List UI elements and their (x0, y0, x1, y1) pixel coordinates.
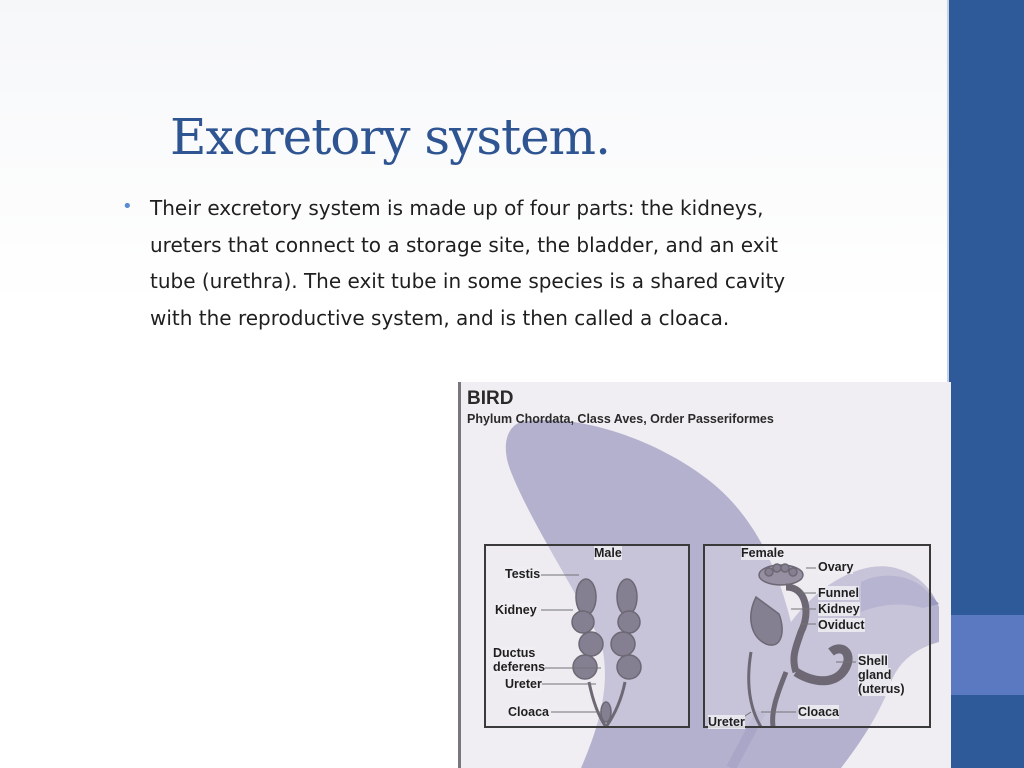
label-cloaca-male: Cloaca (508, 705, 549, 719)
label-ureter-female: Ureter (708, 715, 745, 729)
label-gland: gland (858, 668, 892, 682)
label-ureter-male: Ureter (505, 677, 542, 691)
figure-title: BIRD (467, 388, 514, 409)
label-testis: Testis (505, 567, 541, 581)
female-heading: Female (741, 546, 785, 560)
bullet-text: Their excretory system is made up of four parts: the kidneys, ureters that connect to a storage site, the bladder, and an exit tube (urethra). The exit tube in some species is a shared cavity with the reproductive system, and is then called a cloaca. (150, 196, 786, 330)
label-funnel: Funnel (818, 586, 859, 600)
label-deferens: deferens (493, 660, 546, 674)
sidebar-accent-block (949, 615, 1024, 695)
label-uterus: (uterus) (858, 682, 905, 696)
male-heading: Male (594, 546, 622, 560)
label-ovary: Ovary (818, 560, 854, 574)
bird-diagram (458, 382, 951, 768)
label-oviduct: Oviduct (818, 618, 865, 632)
label-ductus: Ductus (493, 646, 536, 660)
figure-subtitle: Phylum Chordata, Class Aves, Order Passeriformes (467, 412, 774, 426)
bullet-icon: • (122, 196, 133, 217)
female-panel (703, 544, 931, 728)
label-cloaca-female: Cloaca (798, 705, 839, 719)
label-kidney-male: Kidney (495, 603, 537, 617)
label-shell: Shell (858, 654, 888, 668)
label-kidney-female: Kidney (818, 602, 860, 616)
slide-title: Excretory system. (170, 108, 610, 166)
